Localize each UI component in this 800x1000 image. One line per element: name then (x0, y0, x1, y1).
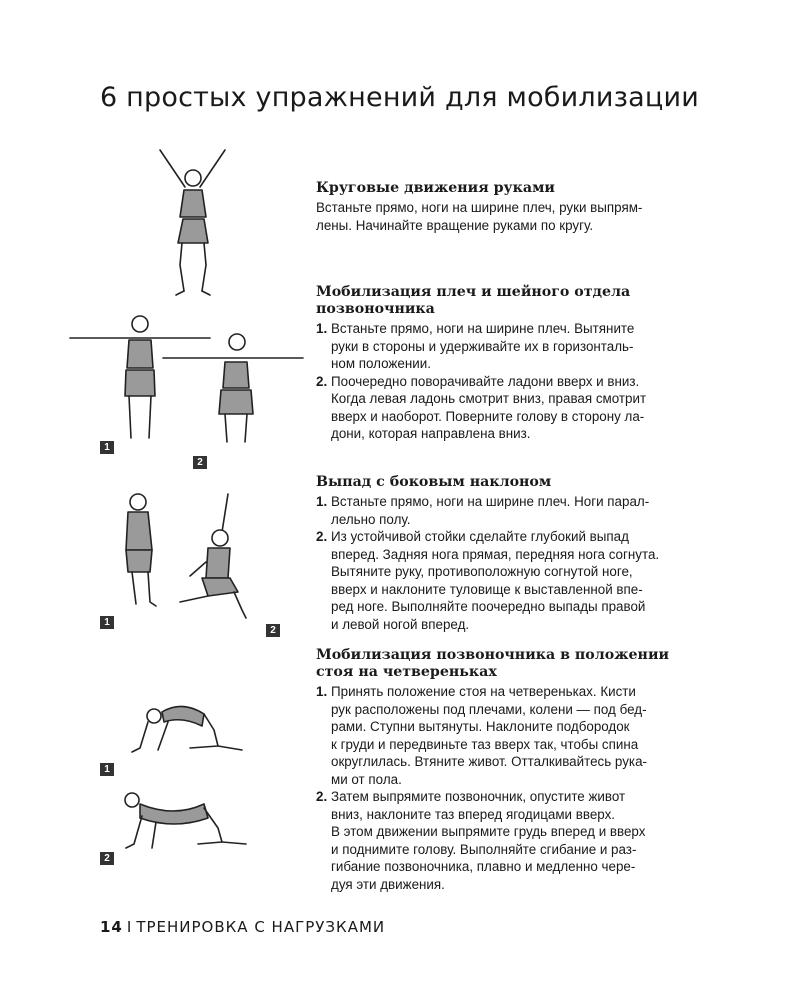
figure-label: 2 (100, 852, 114, 865)
section-title: Мобилизация плеч и шейного отдела позвоночника (316, 284, 631, 317)
figure-lunge-side-bend (110, 492, 270, 622)
list-item: 2. Затем выпрямите позвоночник, опустите живот вниз, наклоните таз вперед ягодицами вверх. В этом движении выпрямите грудь вперед и вверх и поднимите голову. Выполняйте сгибание и раз- гибание позвоночника, плавно и медленно чере- дуя эти движения. (316, 789, 646, 892)
page-title: 6 простых упражнений для мобилизации (100, 82, 699, 113)
section-text: Встаньте прямо, ноги на ширине плеч, руки выпрям- лены. Начинайте вращение руками по кругу. (316, 200, 643, 233)
list-item: 1. Принять положение стоя на четвереньках. Кисти рук расположены под плечами, колени — под бед- рами. Ступни вытянуты. Наклоните подбородок к груди и передвиньте таз вверх так, чтобы спина округлилась. Втяните живот. Отталкивайтесь рука- ми от пола. (316, 684, 647, 787)
list-item: 1. Встаньте прямо, ноги на ширине плеч. Ноги парал- лельно полу. (316, 494, 650, 527)
section-arm-circles (316, 180, 726, 234)
figure-label: 1 (100, 616, 114, 629)
figure-arms-sideways (65, 310, 305, 450)
section-title: Мобилизация позвоночника в положении стоя на четвереньках (316, 647, 669, 680)
section-lunge-side-bend (316, 474, 726, 633)
figure-cat-pose (118, 700, 253, 760)
page-footer (100, 918, 385, 936)
figure-arms-raised (140, 145, 250, 300)
section-title: Круговые движения руками (316, 180, 555, 196)
section-shoulder-neck (316, 284, 726, 443)
section-title: Выпад с боковым наклоном (316, 474, 552, 490)
figure-label: 1 (100, 441, 114, 454)
list-item: 2. Из устойчивой стойки сделайте глубокий выпад вперед. Задняя нога прямая, передняя нога согнута. Вытяните руку, противоположную согнутой ноге, вверх и наклоните туловище к выставленной впе- ред ноге. Выполняйте поочередно выпады правой и левой ногой вперед. (316, 529, 660, 632)
figure-label: 1 (100, 763, 114, 776)
figure-label: 2 (193, 456, 207, 469)
section-spine-all-fours (316, 647, 726, 893)
page-number: 14 (100, 918, 123, 936)
list-item: 2. Поочередно поворачивайте ладони вверх и вниз. Когда левая ладонь смотрит вниз, правая смотрит вверх и наоборот. Поверните голову в сторону ла- дони, которая направлена вниз. (316, 373, 647, 441)
figure-cow-pose (118, 788, 253, 858)
figure-label: 2 (266, 624, 280, 637)
chapter-title: ТРЕНИРОВКА С НАГРУЗКАМИ (136, 918, 386, 936)
footer-separator: I (126, 918, 133, 936)
list-item: 1. Встаньте прямо, ноги на ширине плеч. Вытяните руки в стороны и удерживайте их в горизонталь- ном положении. (316, 321, 635, 371)
